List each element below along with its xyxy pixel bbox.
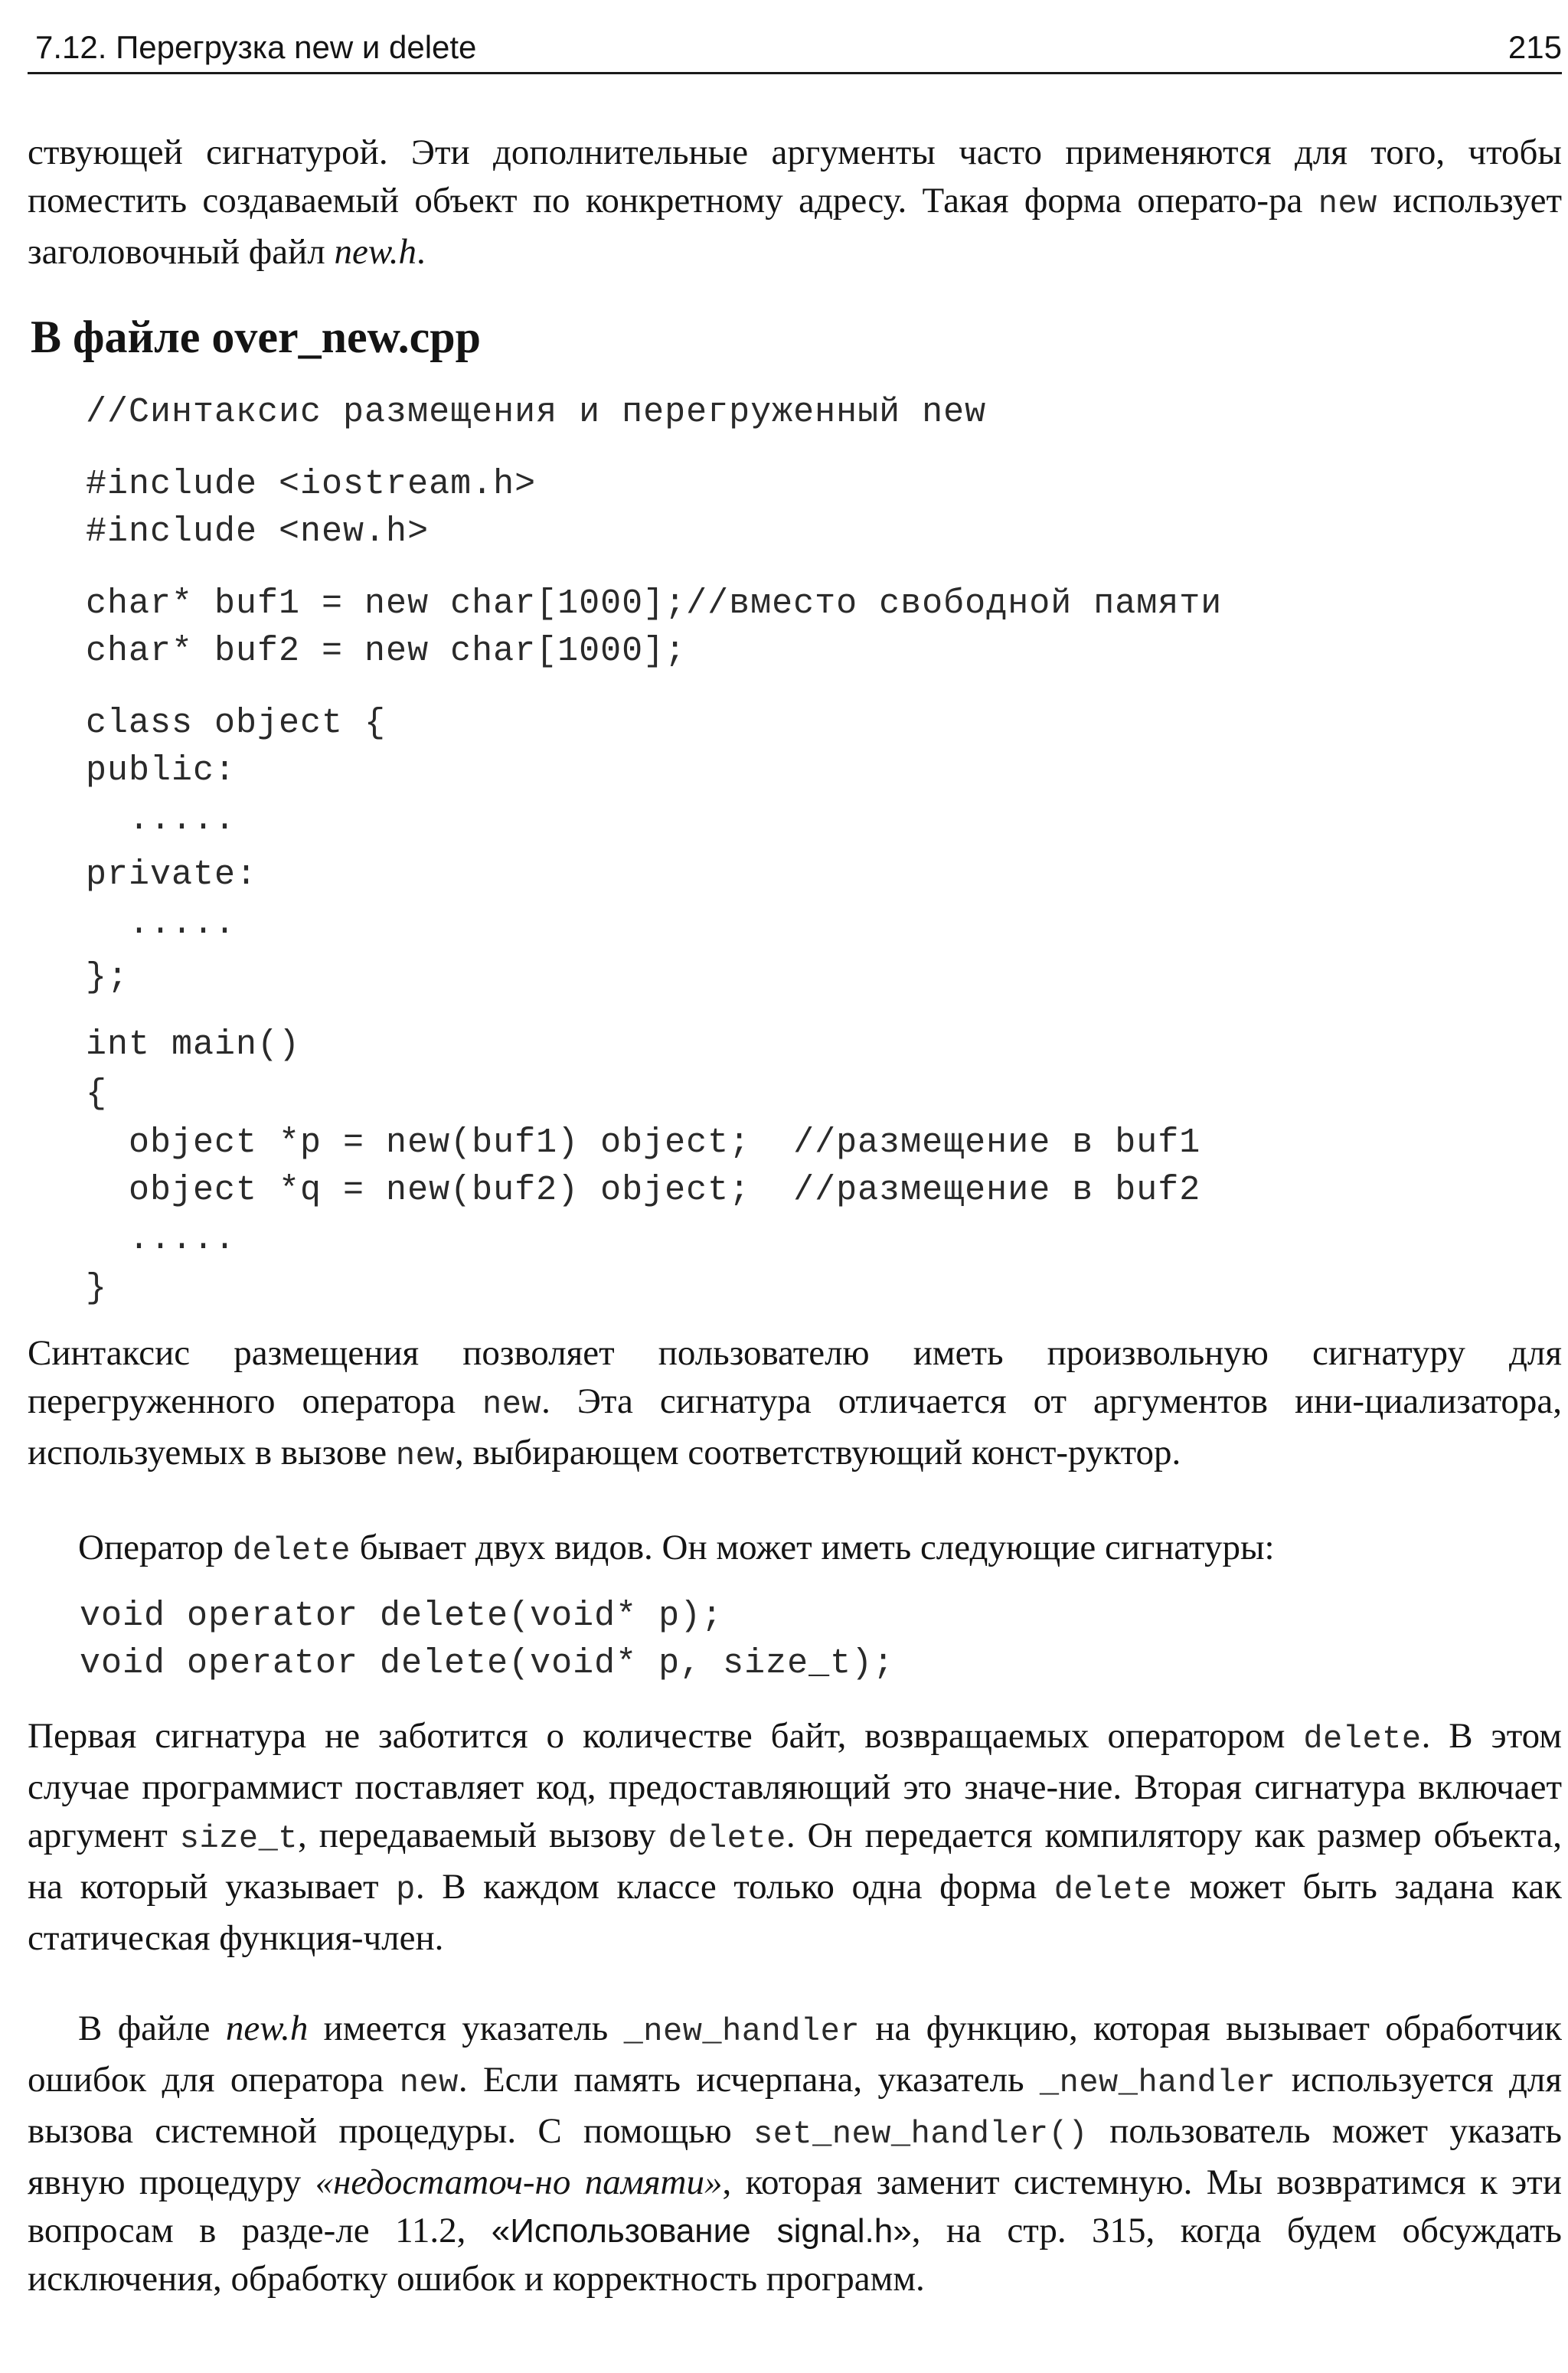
code-class-close: }; [86, 958, 129, 997]
intro-paragraph: ствующей сигнатурой. Эти дополнительные аргументы часто применяются для того, чтобы поместить создаваемый объект по конкретному адресу. Такая форма операто-ра new использует заголовочный файл new.h. [28, 132, 1563, 272]
syntax-paragraph: Синтаксис размещения позволяет пользователю иметь произвольную сигнатуру для перегруженного оператора new. Эта сигнатура отличается от аргументов ини-циализатора, используемых в вызове new, выбирающем соответствующий конст-руктор. [28, 1333, 1562, 1474]
new-handler-paragraph: В файле new.h имеется указатель _new_handler на функцию, которая вызывает обработчик ошибок для оператора new. Если память исчерпана, указатель _new_handler используется для вызова системной процедуры. С помощью set_new_handler() пользователь может указать явную процедуру «недостаточ-но памяти», которая заменит системную. Мы возвратимся к эти вопросам в разде-ле 11.2, «Использование signal.h», на стр. 315, когда будем обсуждать исключения, обработку ошибок и корректность программ. [28, 2009, 1562, 2299]
code-brace-open: { [86, 1074, 108, 1113]
section-heading: В файле over_new.cpp [31, 312, 482, 362]
code-include-iostream: #include <iostream.h> [86, 465, 537, 504]
code-buf2: char* buf2 = new char[1000]; [86, 632, 687, 671]
code-include-new: #include <new.h> [86, 512, 430, 551]
code-object-p: object *p = new(buf1) object; //размещение в buf1 [86, 1123, 1201, 1162]
code-class-open: class object { [86, 704, 387, 743]
running-head [28, 26, 1562, 74]
code-brace-close: } [86, 1269, 108, 1308]
code-public: public: [86, 751, 237, 790]
code-comment: //Синтаксис размещения и перегруженный new [86, 393, 987, 432]
code-ellipsis: ..... [86, 800, 237, 839]
code-object-q: object *q = new(buf2) object; //размещение в buf2 [86, 1171, 1201, 1210]
code-ellipsis: ..... [86, 904, 237, 943]
code-private: private: [86, 855, 258, 894]
delete-paragraph: Оператор delete бывает двух видов. Он может иметь следующие сигнатуры: [78, 1528, 1275, 1569]
code-buf1: char* buf1 = new char[1000];//вместо свободной памяти [86, 584, 1223, 623]
delete-signature-2: void operator delete(void* p, size_t); [80, 1644, 895, 1683]
delete-signature-1: void operator delete(void* p); [80, 1597, 724, 1636]
first-signature-paragraph: Первая сигнатура не заботится о количестве байт, возвращаемых оператором delete. В этом случае программист поставляет код, предоставляющий это значе-ние. Вторая сигнатура включает аргумент size_t, передаваемый вызову delete. Он передается компилятору как размер объекта, на который указывает p. В каждом классе только одна форма delete может быть задана как статическая функция-член. [28, 1716, 1563, 1958]
page-number: 215 [1508, 29, 1562, 65]
section-title: 7.12. Перегрузка new и delete [35, 29, 477, 65]
code-ellipsis: ..... [86, 1220, 237, 1259]
code-main: int main() [86, 1025, 301, 1064]
